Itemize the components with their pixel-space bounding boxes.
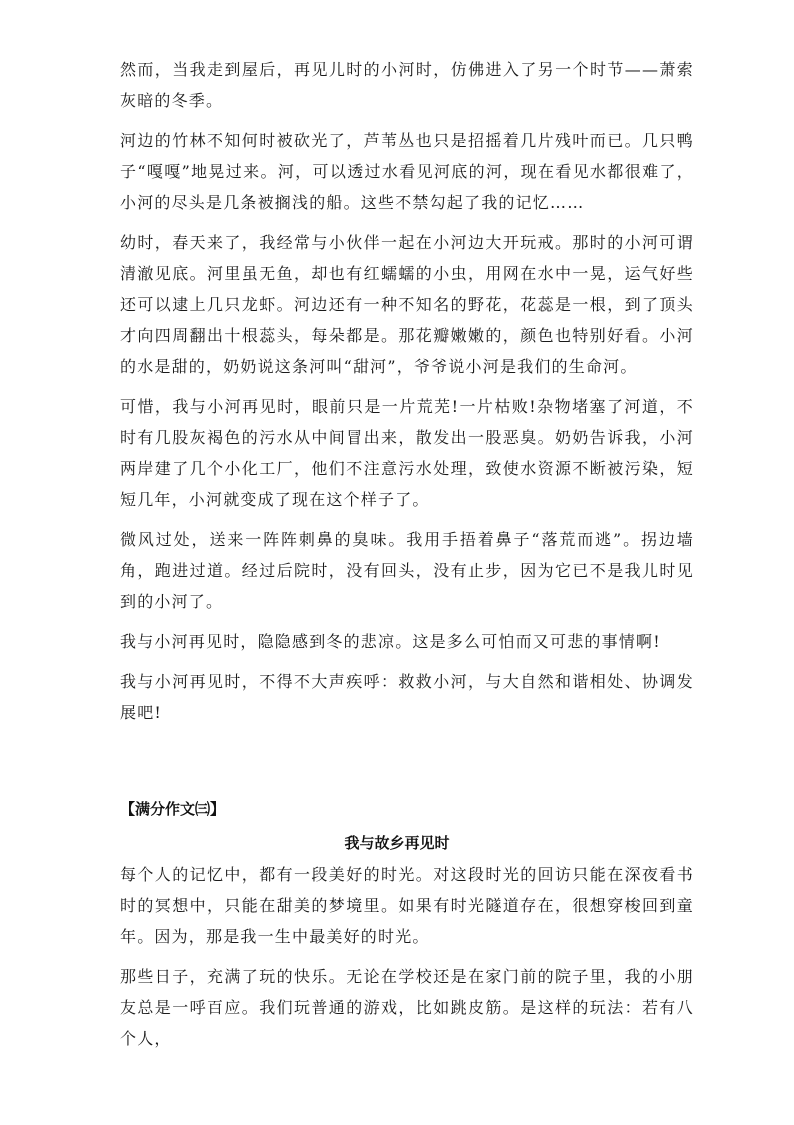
paragraph: 我与小河再见时，不得不大声疾呼：救救小河，与大自然和谐相处、协调发展吧!: [120, 672, 694, 722]
paragraph: 幼时，春天来了，我经常与小伙伴一起在小河边大开玩戒。那时的小河可谓清澈见底。河里虽无鱼，却也有红蠕蠕的小虫，用网在水中一晃，运气好些还可以逮上几只龙虾。河边还有一种不知名的野花，花蕊是一根，到了顶头才向四周翻出十根蕊头，每朵都是。那花瓣嫩嫩的，颜色也特别好看。小河的水是甜的，奶奶说这条河叫“甜河”，爷爷说小河是我们的生命河。: [120, 233, 694, 376]
paragraph: 可惜，我与小河再见时，眼前只是一片荒芜!一片枯败!杂物堵塞了河道，不时有几股灰褐色的污水从中间冒出来，散发出一股恶臭。奶奶告诉我，小河两岸建了几个小化工厂，他们不注意污水处理，致使水资源不断被污染，短短几年，小河就变成了现在这个样子了。: [120, 397, 694, 509]
paragraph: 每个人的记忆中，都有一段美好的时光。对这段时光的回访只能在深夜看书时的冥想中，只能在甜美的梦境里。如果有时光隧道存在，很想穿梭回到童年。因为，那是我一生中最美好的时光。: [120, 865, 694, 946]
section-heading: 【满分作文㈢】: [120, 800, 226, 818]
paragraph: 然而，当我走到屋后，再见儿时的小河时，仿佛进入了另一个时节——萧索灰暗的冬季。: [120, 60, 694, 110]
paragraph: 河边的竹林不知何时被砍光了，芦苇丛也只是招摇着几片残叶而已。几只鸭子“嘎嘎”地晃过来。河，可以透过水看见河底的河，现在看见水都很难了，小河的尽头是几条被搁浅的船。这些不禁勾起了我的记忆……: [120, 131, 694, 212]
paragraph: 那些日子，充满了玩的快乐。无论在学校还是在家门前的院子里，我的小朋友总是一呼百应。我们玩普通的游戏，比如跳皮筋。是这样的玩法：若有八个人，: [120, 967, 694, 1048]
paragraph: 我与小河再见时，隐隐感到冬的悲凉。这是多么可怕而又可悲的事情啊!: [120, 632, 661, 651]
paragraph: 微风过处，送来一阵阵刺鼻的臭味。我用手捂着鼻子“落荒而逃”。拐边墙角，跑进过道。经过后院时，没有回头，没有止步，因为它已不是我儿时见到的小河了。: [120, 530, 694, 611]
essay-body-part2: [120, 859, 694, 1063]
essay-title: 我与故乡再见时: [344, 834, 450, 852]
essay-body-part1: [120, 54, 694, 737]
